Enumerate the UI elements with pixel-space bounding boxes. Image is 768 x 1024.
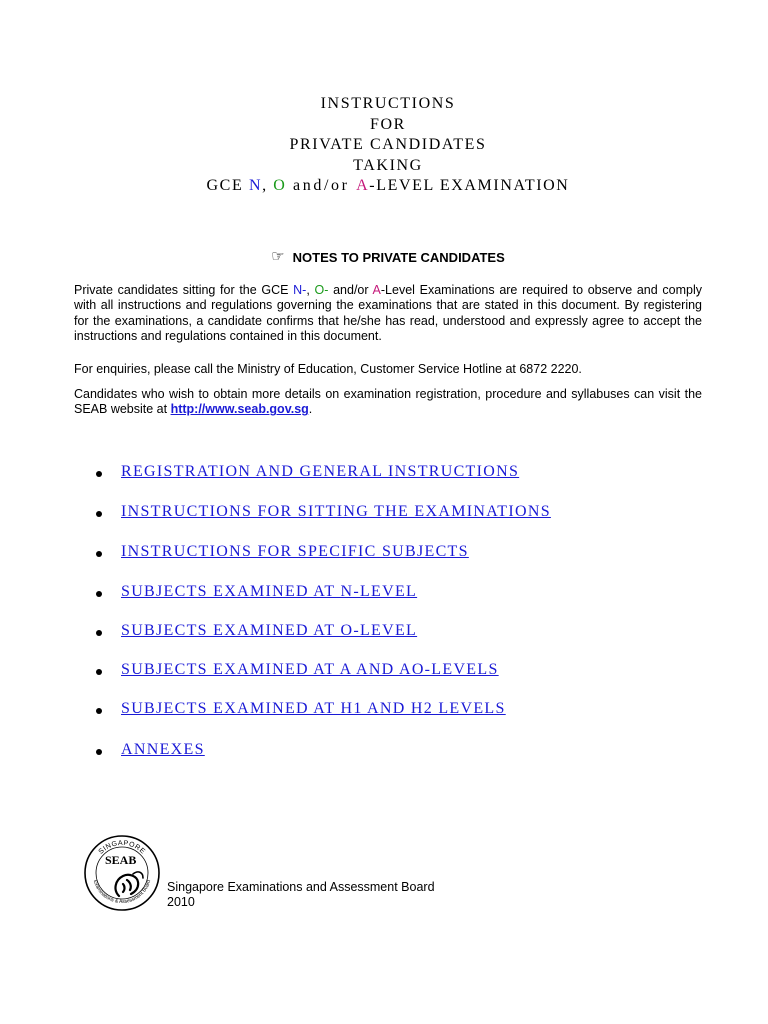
toc-link-n-level[interactable]: SUBJECTS EXAMINED AT N-LEVEL bbox=[121, 583, 418, 600]
pointing-hand-icon: ☞ bbox=[271, 248, 285, 265]
notes-heading-text: NOTES TO PRIVATE CANDIDATES bbox=[292, 250, 505, 265]
bullet-icon bbox=[96, 630, 102, 636]
toc-link-registration[interactable]: REGISTRATION AND GENERAL INSTRUCTIONS bbox=[121, 463, 520, 480]
intro-a-level: A bbox=[372, 283, 381, 297]
website-period: . bbox=[308, 402, 313, 417]
title-suffix: -LEVEL EXAMINATION bbox=[369, 177, 570, 194]
title-line-2: FOR bbox=[370, 115, 406, 133]
svg-text:SEAB: SEAB bbox=[105, 853, 137, 867]
title-andor: and/or bbox=[286, 177, 357, 194]
bullet-icon bbox=[96, 749, 102, 755]
title-comma: , bbox=[262, 177, 274, 194]
toc-link-a-ao-levels[interactable]: SUBJECTS EXAMINED AT A AND AO-LEVELS bbox=[121, 661, 499, 678]
title-n-level: N bbox=[248, 177, 263, 194]
intro-sep: , bbox=[306, 283, 315, 297]
bullet-icon bbox=[96, 511, 102, 517]
intro-n-level: N- bbox=[293, 283, 307, 297]
toc-link-annexes[interactable]: ANNEXES bbox=[121, 741, 205, 758]
seab-website-link[interactable]: http://www.seab.gov.sg bbox=[170, 402, 309, 417]
title-o-level: O bbox=[273, 177, 287, 194]
document-year: 2010 bbox=[167, 894, 195, 909]
toc-link-sitting[interactable]: INSTRUCTIONS FOR SITTING THE EXAMINATIONS bbox=[121, 503, 551, 520]
seab-logo bbox=[83, 834, 161, 912]
enquiries-paragraph: For enquiries, please call the Ministry of Education, Customer Service Hotline at 6872 2220. bbox=[74, 362, 582, 376]
website-text: Candidates who wish to obtain more details on examination registration, procedure and syllabuses can visit the SEAB website at bbox=[74, 387, 702, 417]
toc-link-o-level[interactable]: SUBJECTS EXAMINED AT O-LEVEL bbox=[121, 622, 418, 639]
bullet-icon bbox=[96, 591, 102, 597]
title-line-3: PRIVATE CANDIDATES bbox=[289, 136, 487, 153]
title-line-4: TAKING bbox=[353, 156, 423, 174]
svg-text:SINGAPORE: SINGAPORE bbox=[97, 839, 147, 856]
intro-text-2: -Level Examinations are required to observe and comply with all instructions and regulations governing the examinations that are stated in this document. By registering for the examinations, a candidate confirms that he/she has read, understood and expressly agree to accept the instructions and regulations contained in this document. bbox=[74, 283, 702, 344]
bullet-icon bbox=[96, 551, 102, 557]
organisation-name: Singapore Examinations and Assessment Board bbox=[167, 880, 435, 894]
title-prefix: GCE bbox=[206, 177, 249, 194]
bullet-icon bbox=[96, 471, 102, 477]
toc-link-h1-h2-levels[interactable]: SUBJECTS EXAMINED AT H1 AND H2 LEVELS bbox=[121, 700, 506, 717]
intro-text-1: Private candidates sitting for the GCE bbox=[74, 283, 294, 297]
svg-text:Examinations & Assessment Boar: Examinations & Assessment Board bbox=[91, 879, 153, 906]
toc-link-specific-subjects[interactable]: INSTRUCTIONS FOR SPECIFIC SUBJECTS bbox=[121, 543, 469, 560]
intro-o-level: O- bbox=[314, 283, 329, 297]
footer-organisation bbox=[167, 880, 435, 909]
title-line-1: INSTRUCTIONS bbox=[320, 95, 456, 112]
bullet-icon bbox=[96, 708, 102, 714]
title-a-level: A bbox=[356, 177, 370, 194]
bullet-icon bbox=[96, 669, 102, 675]
intro-andor: and/or bbox=[328, 283, 373, 297]
